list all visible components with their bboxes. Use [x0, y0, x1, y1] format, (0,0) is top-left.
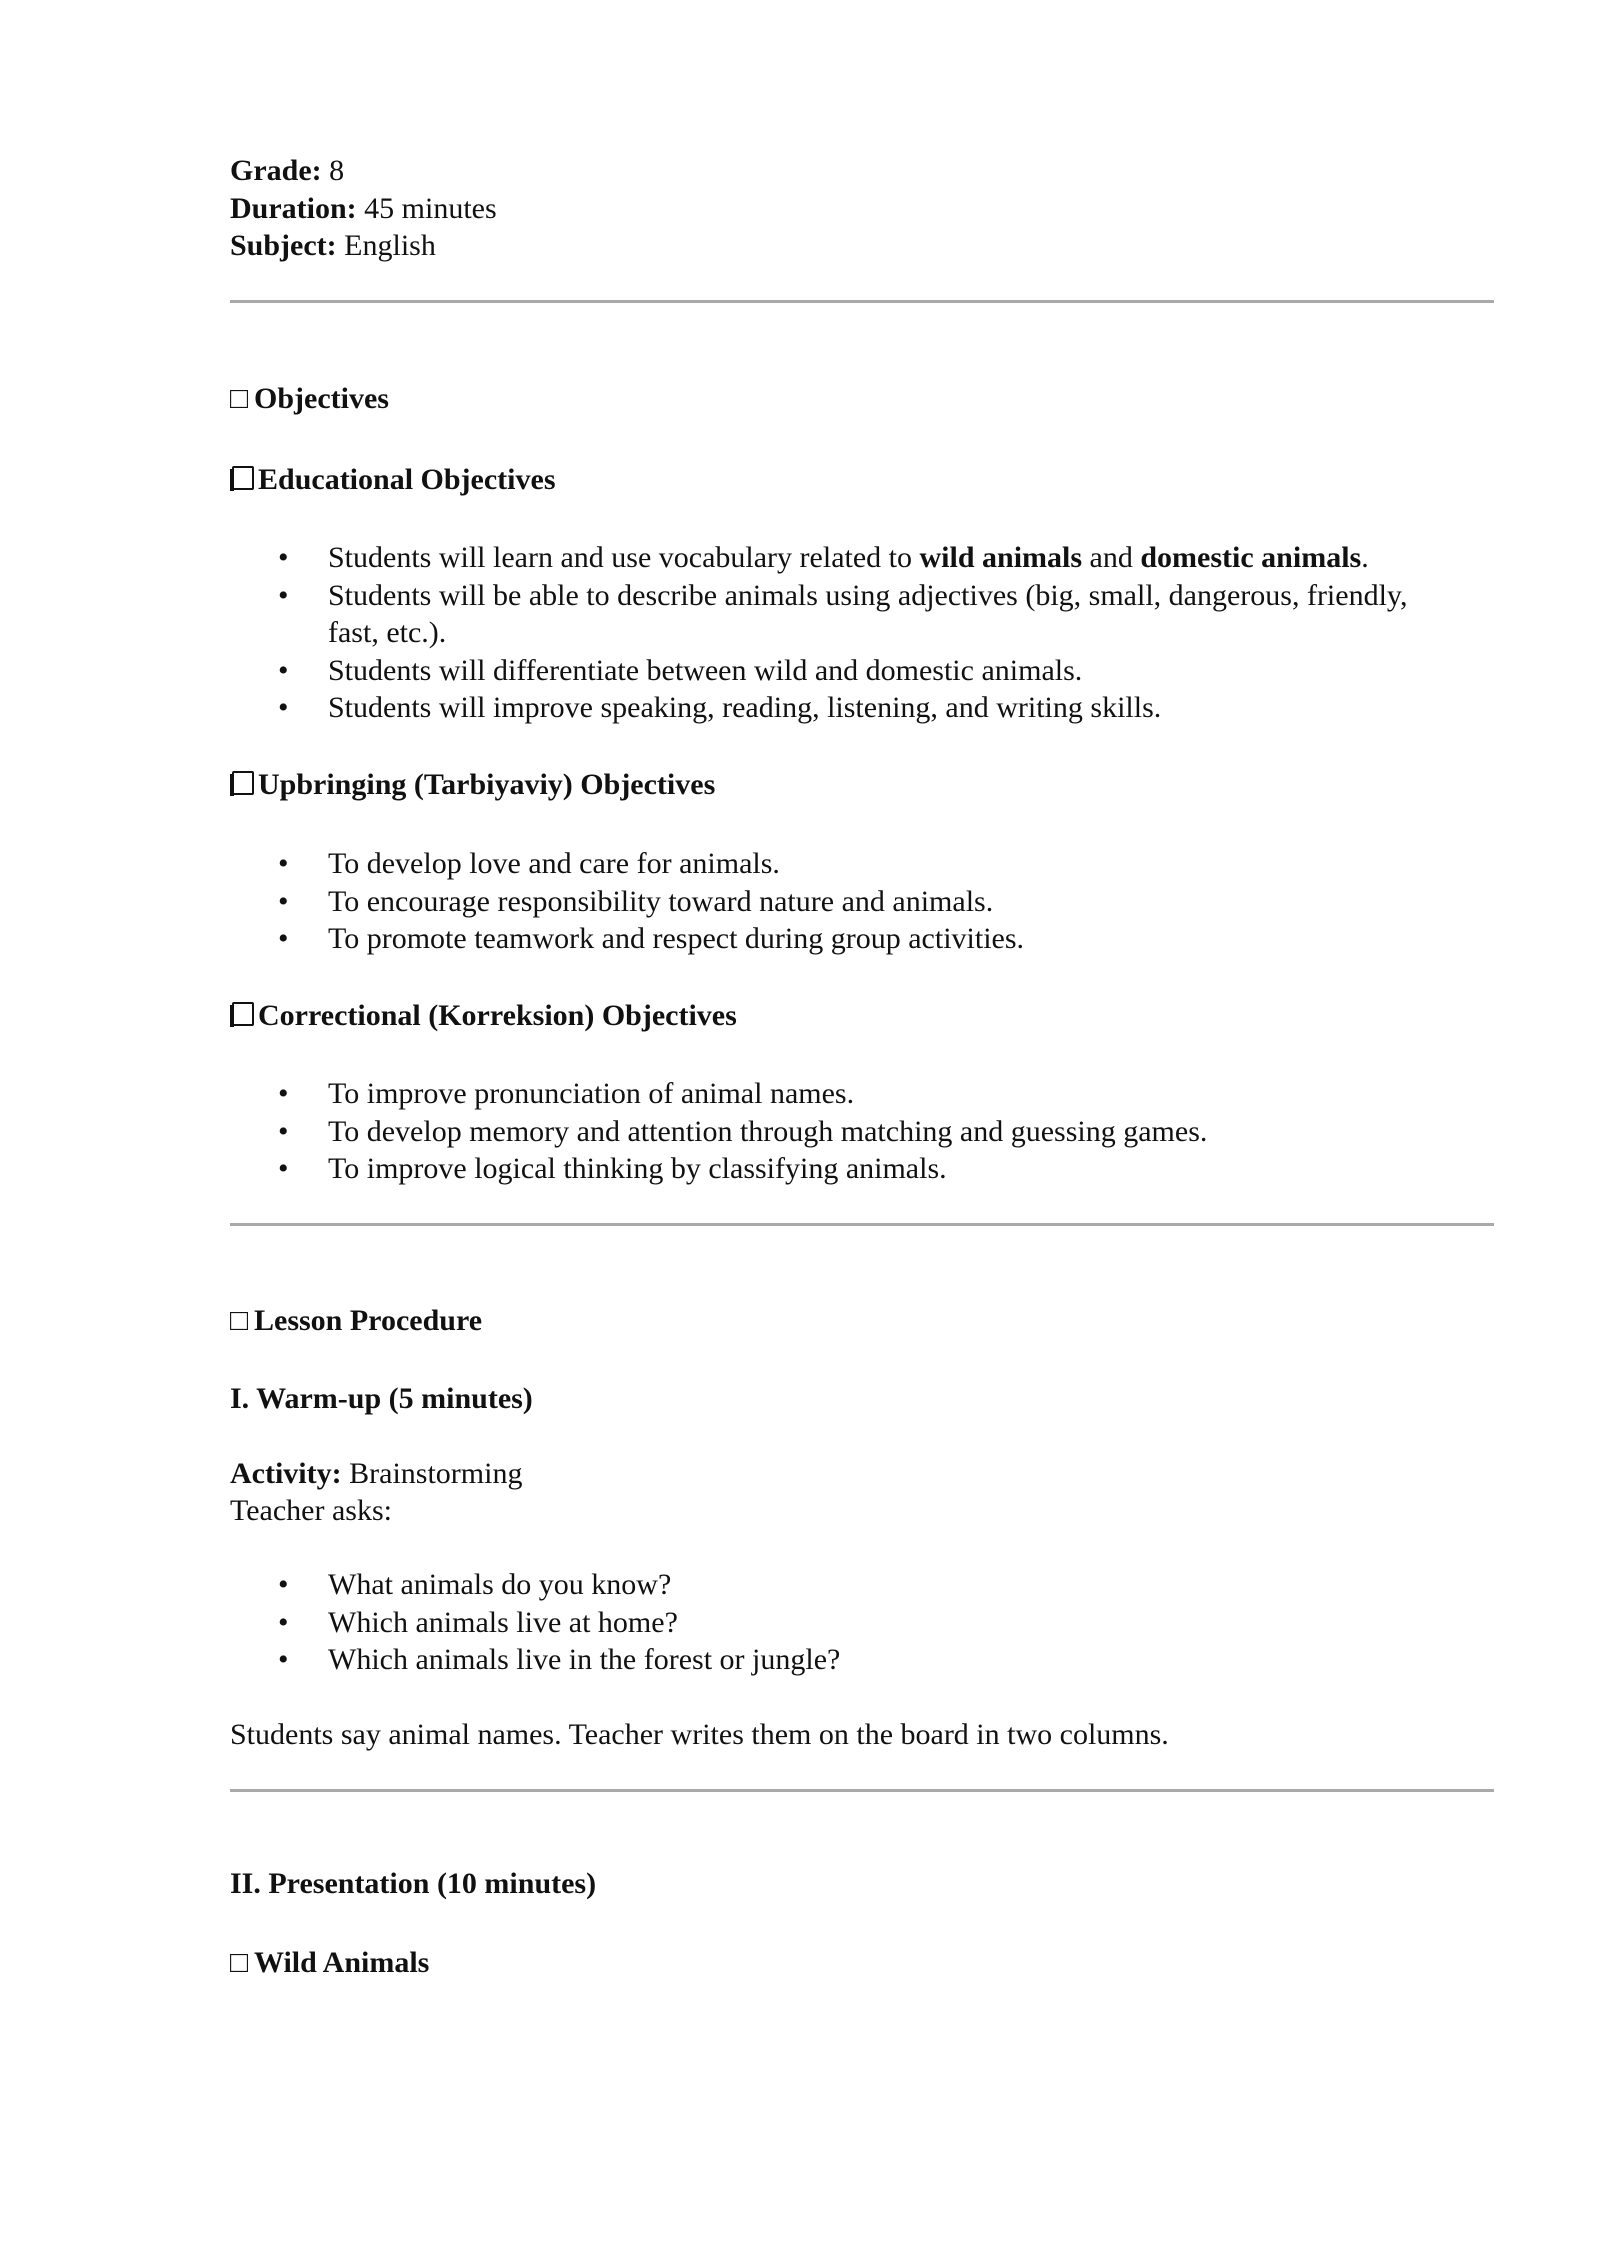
list-item: • To improve logical thinking by classifying animals.	[230, 1150, 1494, 1188]
bullet-icon: •	[278, 691, 289, 724]
list-item: • To encourage responsibility toward nature and animals.	[230, 883, 1494, 921]
lesson-meta	[230, 152, 497, 265]
upbringing-objectives-list	[230, 845, 1494, 958]
activity-label: Activity:	[230, 1457, 342, 1490]
bullet-icon: •	[278, 541, 289, 574]
bullet-icon: •	[278, 847, 289, 880]
list-item: • To develop memory and attention through matching and guessing games.	[230, 1113, 1494, 1151]
bullet-icon: •	[278, 1152, 289, 1185]
checkbox-icon	[230, 1002, 258, 1028]
grade-label: Grade:	[230, 154, 322, 187]
bullet-icon: •	[278, 884, 289, 918]
subject-label: Subject:	[230, 229, 337, 262]
bullet-icon: •	[278, 578, 289, 612]
teacher-asks-line: Teacher asks:	[230, 1494, 392, 1527]
upbringing-objectives-heading: Upbringing (Tarbiyaviy) Objectives	[230, 766, 715, 804]
horizontal-divider	[230, 1789, 1494, 1792]
bullet-icon: •	[278, 1643, 289, 1676]
educational-objectives-list	[230, 539, 1494, 727]
warmup-heading: I. Warm-up (5 minutes)	[230, 1382, 533, 1415]
activity-value: Brainstorming	[349, 1457, 523, 1490]
placeholder-glyph-icon: □	[230, 1946, 249, 1979]
warmup-closing-paragraph: Students say animal names. Teacher writes them on the board in two columns.	[230, 1718, 1169, 1751]
warmup-questions-list	[230, 1566, 1494, 1679]
list-item: • Which animals live at home?	[230, 1604, 1494, 1642]
placeholder-glyph-icon: □	[230, 382, 249, 415]
grade-value: 8	[329, 154, 345, 187]
list-item: • Which animals live in the forest or jungle?	[230, 1641, 1494, 1679]
bullet-icon: •	[278, 1077, 289, 1110]
correctional-objectives-list	[230, 1075, 1494, 1188]
lesson-procedure-heading: □ Lesson Procedure	[230, 1302, 482, 1340]
horizontal-divider	[230, 1223, 1494, 1226]
subject-line	[230, 227, 497, 265]
objectives-heading: □ Objectives	[230, 380, 389, 418]
presentation-heading: II. Presentation (10 minutes)	[230, 1867, 597, 1900]
list-item: • To promote teamwork and respect during group activities.	[230, 920, 1494, 958]
checkbox-icon	[230, 466, 258, 492]
grade-line	[230, 152, 497, 190]
list-item: • Students will learn and use vocabulary related to wild animals and domestic animals.	[230, 539, 1494, 577]
list-item: • To improve pronunciation of animal names.	[230, 1075, 1494, 1113]
placeholder-glyph-icon: □	[230, 1304, 249, 1337]
subject-value: English	[344, 229, 436, 262]
activity-line	[230, 1455, 522, 1493]
bullet-icon: •	[278, 922, 289, 955]
bullet-icon: •	[278, 1114, 289, 1148]
list-item: • Students will be able to describe animals using adjectives (big, small, dangerous, friendly, fast, etc.).	[278, 578, 1408, 649]
correctional-objectives-heading: Correctional (Korreksion) Objectives	[230, 997, 737, 1035]
list-item: • Students will differentiate between wild and domestic animals.	[230, 652, 1494, 690]
wild-animals-heading: □ Wild Animals	[230, 1944, 429, 1982]
duration-label: Duration:	[230, 191, 357, 225]
bullet-icon: •	[278, 1605, 289, 1639]
horizontal-divider	[230, 300, 1494, 303]
duration-line	[230, 190, 497, 228]
list-item: • What animals do you know?	[230, 1566, 1494, 1604]
educational-objectives-heading: Educational Objectives	[230, 461, 556, 499]
bullet-icon: •	[278, 1568, 289, 1601]
list-item: • To develop love and care for animals.	[230, 845, 1494, 883]
duration-value: 45 minutes	[364, 191, 497, 225]
checkbox-icon	[230, 771, 258, 797]
list-item: • Students will improve speaking, reading, listening, and writing skills.	[230, 689, 1494, 727]
bullet-icon: •	[278, 653, 289, 687]
